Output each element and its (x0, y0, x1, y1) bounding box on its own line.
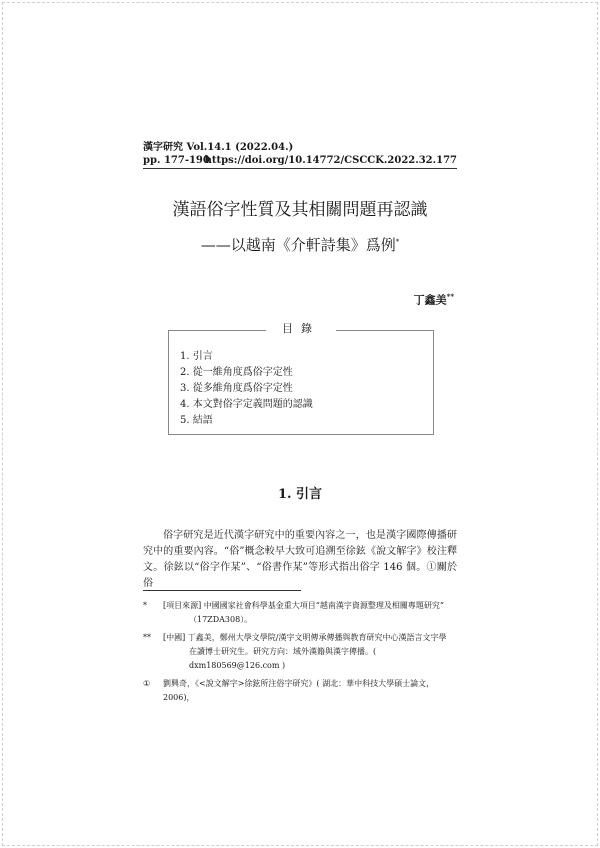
toc-item-1[interactable]: 1. 引言 (180, 351, 213, 362)
footnote-text: [中國] 丁鑫美，鄭州大學文學院/漢字文明傳承傳播與教育研究中心漢語言文字學 (163, 633, 447, 642)
footnote-text-continued: 在讀博士研究生。研究方向：域外漢籍與漢字傳播。( dxm180569@126.com ) (189, 647, 377, 670)
toc-item-2[interactable]: 2. 從一維角度爲俗字定性 (180, 367, 293, 378)
footnotes (143, 599, 461, 709)
footnote-text: 劉興奇，《<說文解字>徐鉉所注俗字研究》( 湖北：華中科技大學碩士論文，2006)， (163, 679, 435, 702)
paper-title: 漢語俗字性質及其相關問題再認識 (172, 200, 428, 220)
section-heading: 1. 引言 (277, 487, 323, 502)
body-paragraph: 俗字研究是近代漢字研究中的重要內容之一，也是漢字國際傳播研究中的重要內容。“俗”概念較早大致可追溯至徐鉉《說文解字》校注釋文。徐鉉以“俗字作某”、“俗書作某”等形式指出俗字 146 個。①關於俗 (143, 530, 457, 589)
subtitle-text: ——以越南《介軒詩集》爲例 (200, 236, 396, 254)
author-name (414, 290, 454, 308)
toc-list (180, 349, 313, 429)
footnote-rule (143, 590, 301, 591)
footnote-mark: ① (143, 679, 151, 688)
footnote-text-continued: （17ZDA308）。 (189, 615, 253, 624)
page-range: pp. 177-190 (143, 155, 210, 166)
footnote-2 (143, 631, 461, 673)
doi-link[interactable]: https://doi.org/10.14772/CSCCK.2022.32.177 (204, 155, 457, 166)
author-text: 丁鑫美 (413, 293, 447, 307)
footnote-3 (143, 677, 461, 705)
footnote-mark: * (143, 601, 147, 610)
subtitle-footnote-mark[interactable]: * (395, 238, 400, 246)
footnote-1 (143, 599, 461, 627)
toc-heading (168, 321, 434, 337)
footnote-mark: ** (143, 633, 151, 642)
toc-item-3[interactable]: 3. 從多維角度爲俗字定性 (180, 383, 293, 394)
toc-item-5[interactable]: 5. 結語 (180, 415, 213, 426)
toc-heading-text: 目錄 (266, 322, 336, 335)
toc-item-4[interactable]: 4. 本文對俗字定義問題的認識 (180, 399, 313, 410)
footnote-text: [項目來源] 中國國家社會科學基金重大項目“越南漢字資源整理及相關專題研究” (163, 601, 444, 610)
paper-subtitle (143, 232, 457, 255)
journal-info: 漢字研究 Vol.14.1 (2022.04.) (143, 142, 294, 153)
author-footnote-mark[interactable]: ** (446, 292, 454, 301)
header-rule (143, 168, 457, 169)
